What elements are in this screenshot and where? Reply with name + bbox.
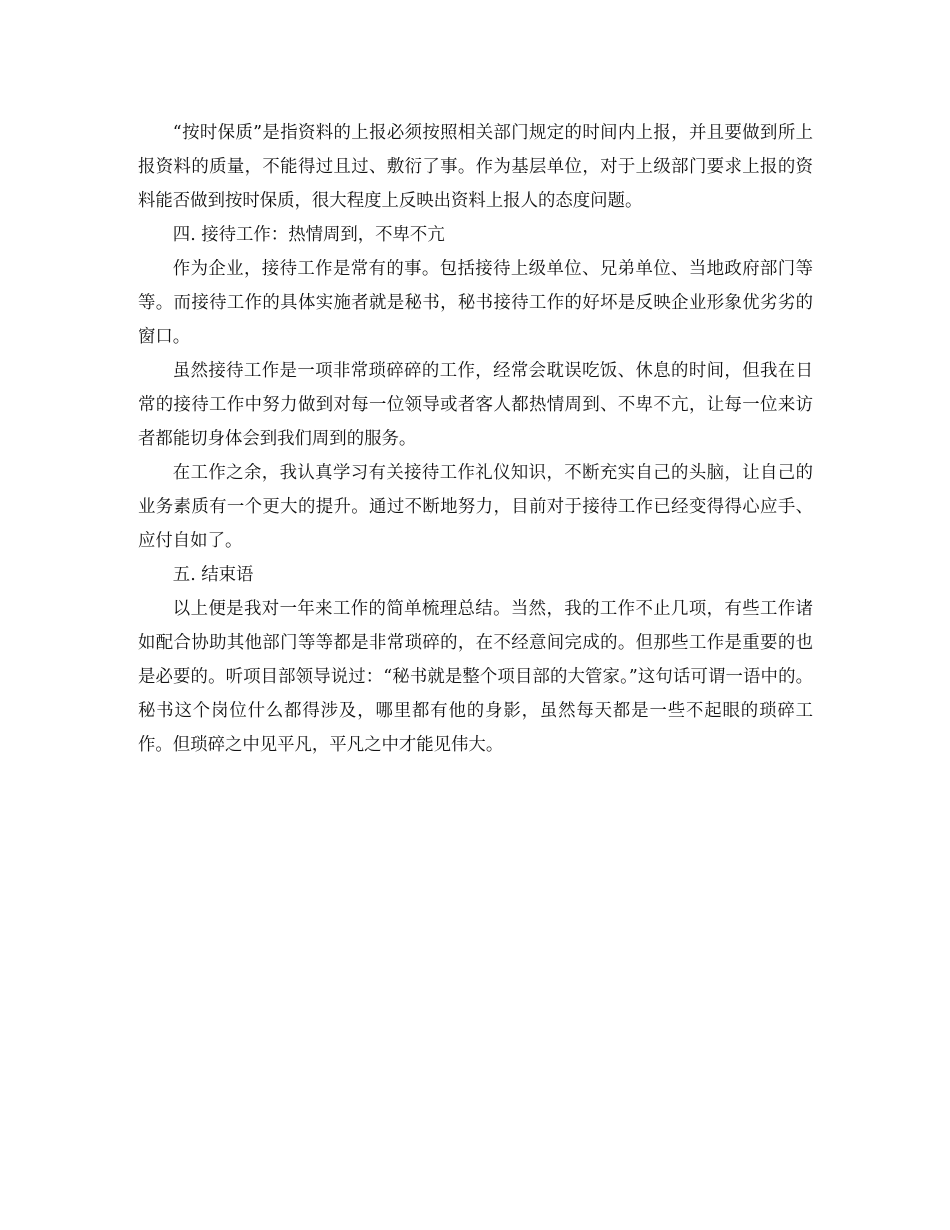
paragraph-reception-attitude: 虽然接待工作是一项非常琐碎碎的工作，经常会耽误吃饭、休息的时间，但我在日常的接待工作中努力做到对每一位领导或者客人都热情周到、不卑不亢，让每一位来访者都能切身体会到我们周到的服务。 [138,361,813,449]
paragraph-reporting-quality: “按时保质”是指资料的上报必须按照相关部门规定的时间内上报，并且要做到所上报资料的质量，不能得过且过、敷衍了事。作为基层单位，对于上级部门要求上报的资料能否做到按时保质，很大程度上反映出资料上报人的态度问题。 [138,123,813,211]
section-heading-reception: 四. 接待工作：热情周到，不卑不亢 [172,225,445,245]
section-heading-conclusion: 五. 结束语 [172,565,254,585]
paragraph-conclusion: 以上便是我对一年来工作的简单梳理总结。当然，我的工作不止几项，有些工作诸如配合协助其他部门等等都是非常琐碎的，在不经意间完成的。但那些工作是重要的也是必要的。听项目部领导说过：“秘书就是整个项目部的大管家。”这句话可谓一语中的。秘书这个岗位什么都得涉及，哪里都有他的身影，虽然每天都是一些不起眼的琐碎工作。但琐碎之中见平凡，平凡之中才能见伟大。 [138,599,813,755]
paragraph-reception-learning: 在工作之余，我认真学习有关接待工作礼仪知识，不断充实自己的头脑，让自己的业务素质有一个更大的提升。通过不断地努力，目前对于接待工作已经变得得心应手、应付自如了。 [138,463,813,551]
paragraph-reception-intro: 作为企业，接待工作是常有的事。包括接待上级单位、兄弟单位、当地政府部门等等。而接待工作的具体实施者就是秘书，秘书接待工作的好坏是反映企业形象优劣劣的窗口。 [138,259,813,347]
document-body [138,116,813,762]
